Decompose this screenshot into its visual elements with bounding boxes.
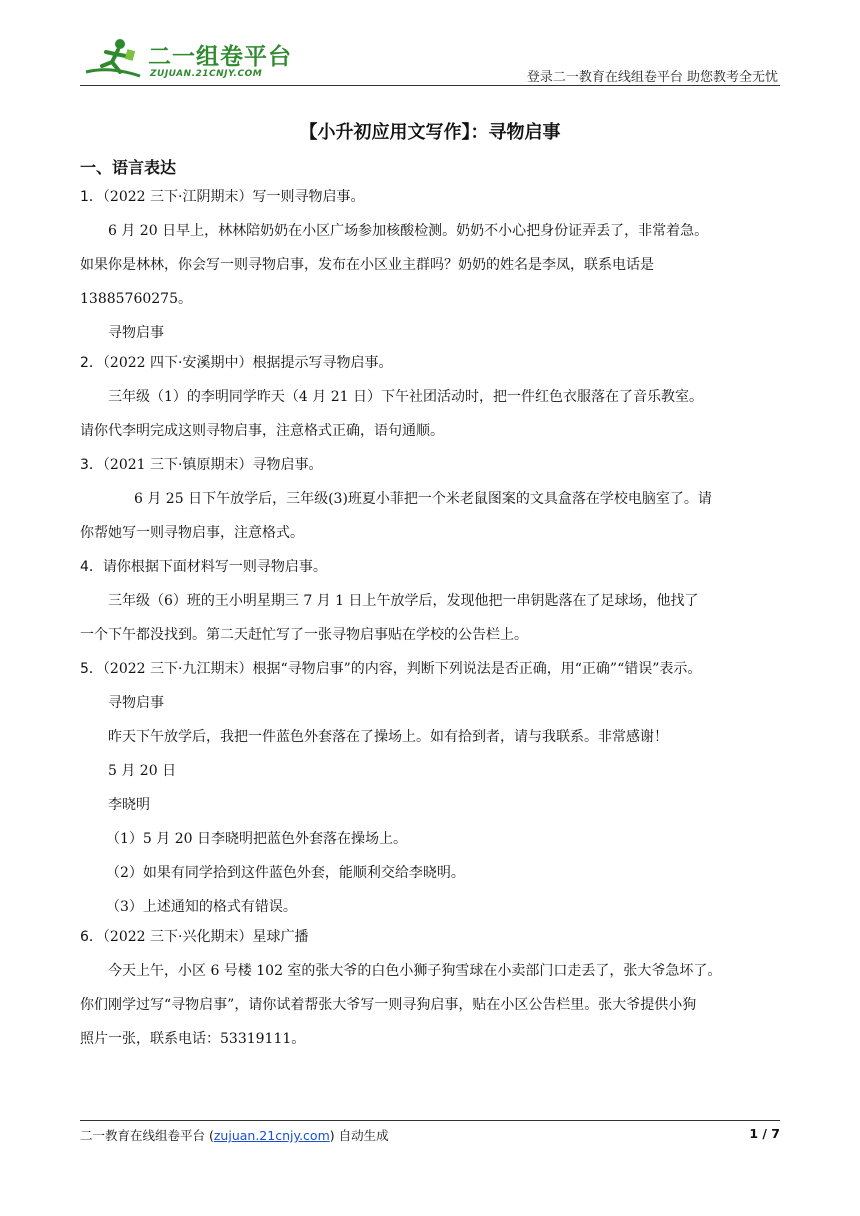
statement-2: （2）如果有同学拾到这件蓝色外套，能顺利交给李晓明。 [106,865,465,881]
question-4-lead [80,550,780,584]
logo-url: ZUJUAN.21CNJY.COM [150,69,263,79]
question-lead-text: （2021 三下·镇原期末）寻物启事。 [102,457,323,473]
notice-signature: 李晓明 [108,797,150,813]
question-number: 6． [80,929,103,945]
question-lead-text: （2022 四下·安溪期中）根据提示写寻物启事。 [102,355,393,371]
question-5-lead [80,652,780,686]
document-title: 【小升初应用文写作】：寻物启事 [299,122,561,143]
question-lead-text: （2022 三下·江阴期末）写一则寻物启事。 [102,189,365,205]
section-heading: 一、语言表达 [80,158,177,177]
question-number: 2． [80,355,103,371]
page-header [80,30,780,86]
notice-date: 5 月 20 日 [108,763,177,779]
question-number: 3． [80,457,103,473]
footer-suffix: ) 自动生成 [329,1128,389,1143]
question-5 [80,652,780,924]
paragraph-line: 你帮她写一则寻物启事，注意格式。 [80,525,304,541]
footer-source [80,1126,389,1144]
paragraph-line: 6 月 20 日早上，林林陪奶奶在小区广场参加核酸检测。奶奶不小心把身份证弄丢了，非常着急。 [108,223,709,239]
logo [80,30,330,86]
paragraph-line: 如果你是林林，你会写一则寻物启事，发布在小区业主群吗？奶奶的姓名是李凤，联系电话是 [80,257,654,273]
runner-logo-icon [82,36,144,82]
question-lead-text: 请你根据下面材料写一则寻物启事。 [102,559,327,575]
notice-title: 寻物启事 [108,695,164,711]
page-number: 1 / 7 [749,1126,780,1141]
question-4 [80,550,780,652]
statement-1: （1）5 月 20 日李晓明把蓝色外套落在操场上。 [106,831,407,847]
statement-3: （3）上述通知的格式有错误。 [106,899,297,915]
paragraph-line: 13885760275。 [80,291,192,307]
question-6 [80,920,780,1056]
question-2-lead [80,346,780,380]
notice-title: 寻物启事 [108,325,164,341]
question-number: 4． [80,559,103,575]
logo-name: 二一组卷平台 [148,44,292,70]
paragraph-line: 三年级（6）班的王小明星期三 7 月 1 日上午放学后，发现他把一串钥匙落在了足球场，他找了 [108,593,699,609]
footer-divider [80,1120,780,1121]
notice-body: 昨天下午放学后，我把一件蓝色外套落在了操场上。如有拾到者，请与我联系。非常感谢！ [108,729,668,745]
question-6-lead [80,920,780,954]
header-divider [80,85,780,86]
paragraph-line: 三年级（1）的李明同学昨天（4 月 21 日）下午社团活动时，把一件红色衣服落在了音乐教室。 [108,389,703,405]
question-number: 1． [80,189,103,205]
paragraph-line: 一个下午都没找到。第二天赶忙写了一张寻物启事贴在学校的公告栏上。 [80,627,528,643]
paragraph-line: 照片一张，联系电话：53319111。 [80,1031,306,1047]
paragraph-line: 今天上午，小区 6 号楼 102 室的张大爷的白色小狮子狗雪球在小卖部门口走丢了，张大爷急坏了。 [108,963,722,979]
question-lead-text: （2022 三下·兴化期末）星球广播 [102,929,309,945]
question-3 [80,448,780,550]
footer-link[interactable]: zujuan.21cnjy.com [213,1128,330,1143]
paragraph-line: 你们刚学过写“寻物启事”，请你试着帮张大爷写一则寻狗启事，贴在小区公告栏里。张大爷提供小狗 [80,997,697,1013]
paragraph-line: 请你代李明完成这则寻物启事，注意格式正确，语句通顺。 [80,423,444,439]
question-1-lead [80,180,780,214]
question-2 [80,346,780,448]
question-3-lead [80,448,780,482]
question-number: 5． [80,661,103,677]
paragraph-line: 6 月 25 日下午放学后，三年级(3)班夏小菲把一个米老鼠图案的文具盒落在学校电脑室了。请 [134,491,712,507]
question-lead-text: （2022 三下·九江期末）根据“寻物启事”的内容，判断下列说法是否正确，用“正确”“错误”表示。 [102,661,702,677]
header-slogan: 登录二一教育在线组卷平台 助您教考全无忧 [526,70,778,85]
question-1 [80,180,780,350]
footer-prefix: 二一教育在线组卷平台 ( [80,1128,214,1143]
